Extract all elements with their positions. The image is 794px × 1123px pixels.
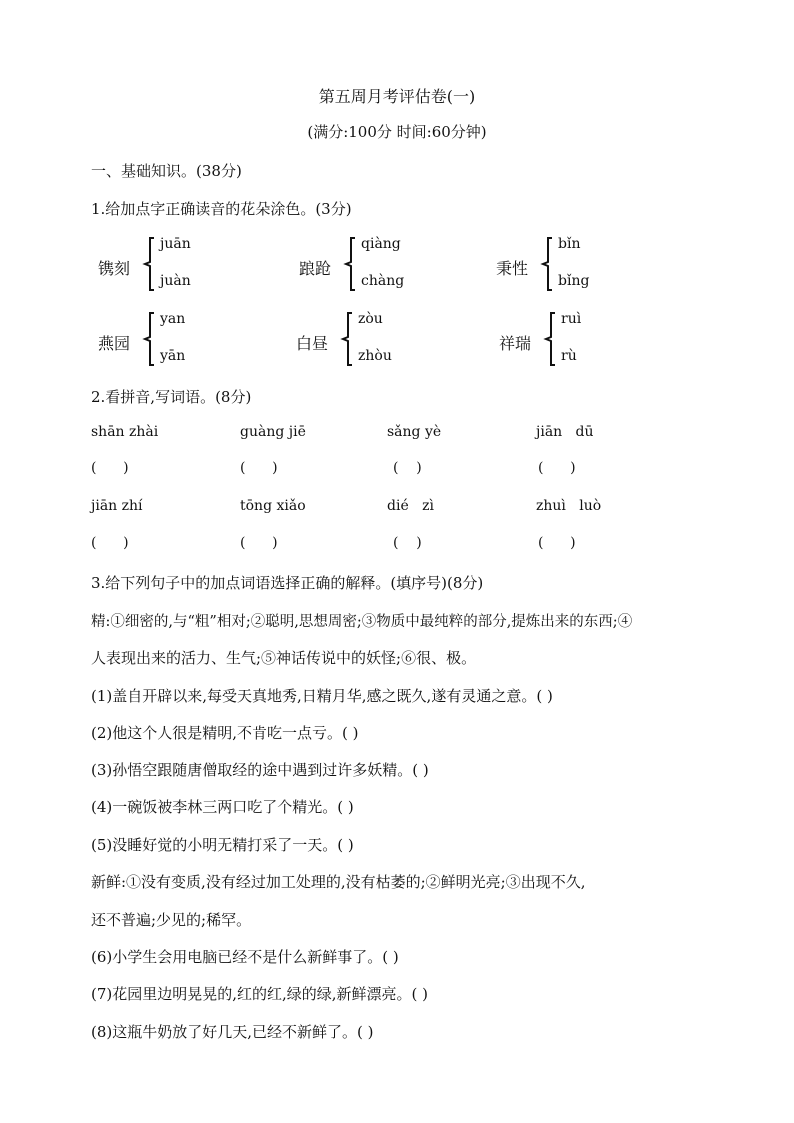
pronunciation-group bbox=[299, 236, 499, 296]
question-3-prompt: 3.给下列句子中的加点词语选择正确的解释。(填序号)(8分) bbox=[91, 574, 484, 592]
pinyin-prompt: zhuì luò bbox=[536, 498, 602, 514]
option-b: yān bbox=[160, 348, 186, 364]
pinyin-prompt: guàng jiē bbox=[240, 424, 306, 440]
group-word: 镌刻 bbox=[98, 259, 131, 278]
group-word: 燕园 bbox=[98, 334, 131, 353]
question-2-prompt: 2.看拼音,写词语。(8分) bbox=[91, 388, 252, 406]
option-b: chàng bbox=[361, 273, 405, 289]
pinyin-prompt: shān zhài bbox=[91, 424, 159, 440]
sentence-3: (3)孙悟空跟随唐僧取经的途中遇到过许多妖精。( ) bbox=[91, 761, 429, 779]
definition-xinxian: 新鲜:①没有变质,没有经过加工处理的,没有枯萎的;②鲜明光亮;③出现不久, bbox=[91, 873, 586, 891]
sentence-8: (8)这瓶牛奶放了好几天,已经不新鲜了。( ) bbox=[91, 1023, 374, 1041]
brace-icon bbox=[142, 236, 156, 292]
answer-blank[interactable]: ( ) bbox=[240, 460, 278, 476]
answer-blank[interactable]: ( ) bbox=[393, 535, 422, 551]
pinyin-prompt: jiān dū bbox=[536, 424, 594, 440]
pronunciation-group bbox=[499, 311, 699, 371]
pinyin-prompt: jiān zhí bbox=[91, 498, 143, 514]
pronunciation-group bbox=[296, 311, 496, 371]
sentence-4: (4)一碗饭被李林三两口吃了个精光。( ) bbox=[91, 798, 354, 816]
brace-icon bbox=[142, 311, 156, 367]
option-a: yan bbox=[160, 311, 186, 327]
page-title: 第五周月考评估卷(一) bbox=[318, 87, 476, 106]
pinyin-prompt: sǎng yè bbox=[387, 424, 442, 440]
pinyin-prompt: dié zì bbox=[387, 498, 434, 514]
option-b: zhòu bbox=[358, 348, 392, 364]
definition-xinxian-cont: 还不普遍;少见的;稀罕。 bbox=[91, 911, 252, 929]
option-b: rù bbox=[561, 348, 577, 364]
answer-blank[interactable]: ( ) bbox=[240, 535, 278, 551]
group-word: 祥瑞 bbox=[499, 334, 532, 353]
pinyin-prompt: tōng xiǎo bbox=[240, 498, 306, 514]
option-b: juàn bbox=[160, 273, 191, 289]
section-heading: 一、基础知识。(38分) bbox=[91, 162, 242, 180]
definition-jing-cont: 人表现出来的活力、生气;⑤神话传说中的妖怪;⑥很、极。 bbox=[91, 649, 477, 667]
group-word: 踉跄 bbox=[299, 259, 332, 278]
sentence-6: (6)小学生会用电脑已经不是什么新鲜事了。( ) bbox=[91, 948, 399, 966]
option-a: ruì bbox=[561, 311, 582, 327]
sentence-2: (2)他这个人很是精明,不肯吃一点亏。( ) bbox=[91, 724, 359, 742]
pronunciation-group bbox=[98, 311, 298, 371]
brace-icon bbox=[543, 311, 557, 367]
option-b: bǐng bbox=[558, 273, 590, 289]
option-a: qiàng bbox=[361, 236, 401, 252]
definition-jing: 精:①细密的,与“粗”相对;②聪明,思想周密;③物质中最纯粹的部分,提炼出来的东西;④ bbox=[91, 614, 633, 630]
answer-blank[interactable]: ( ) bbox=[393, 460, 422, 476]
group-word: 白昼 bbox=[296, 334, 329, 353]
option-a: juān bbox=[160, 236, 191, 252]
brace-icon bbox=[540, 236, 554, 292]
sentence-5: (5)没睡好觉的小明无精打采了一天。( ) bbox=[91, 836, 354, 854]
pronunciation-group bbox=[98, 236, 298, 296]
brace-icon bbox=[340, 311, 354, 367]
sentence-7: (7)花园里边明晃晃的,红的红,绿的绿,新鲜漂亮。( ) bbox=[91, 985, 429, 1003]
answer-blank[interactable]: ( ) bbox=[91, 535, 129, 551]
sentence-1: (1)盖自开辟以来,每受天真地秀,日精月华,感之既久,遂有灵通之意。( ) bbox=[91, 687, 553, 705]
group-word: 秉性 bbox=[496, 259, 529, 278]
question-1-prompt: 1.给加点字正确读音的花朵涂色。(3分) bbox=[91, 200, 352, 218]
option-a: bǐn bbox=[558, 236, 581, 252]
option-a: zòu bbox=[358, 311, 383, 327]
answer-blank[interactable]: ( ) bbox=[91, 460, 129, 476]
page-subtitle: (满分:100分 时间:60分钟) bbox=[307, 123, 487, 141]
pronunciation-group bbox=[496, 236, 696, 296]
answer-blank[interactable]: ( ) bbox=[538, 460, 576, 476]
brace-icon bbox=[343, 236, 357, 292]
answer-blank[interactable]: ( ) bbox=[538, 535, 576, 551]
